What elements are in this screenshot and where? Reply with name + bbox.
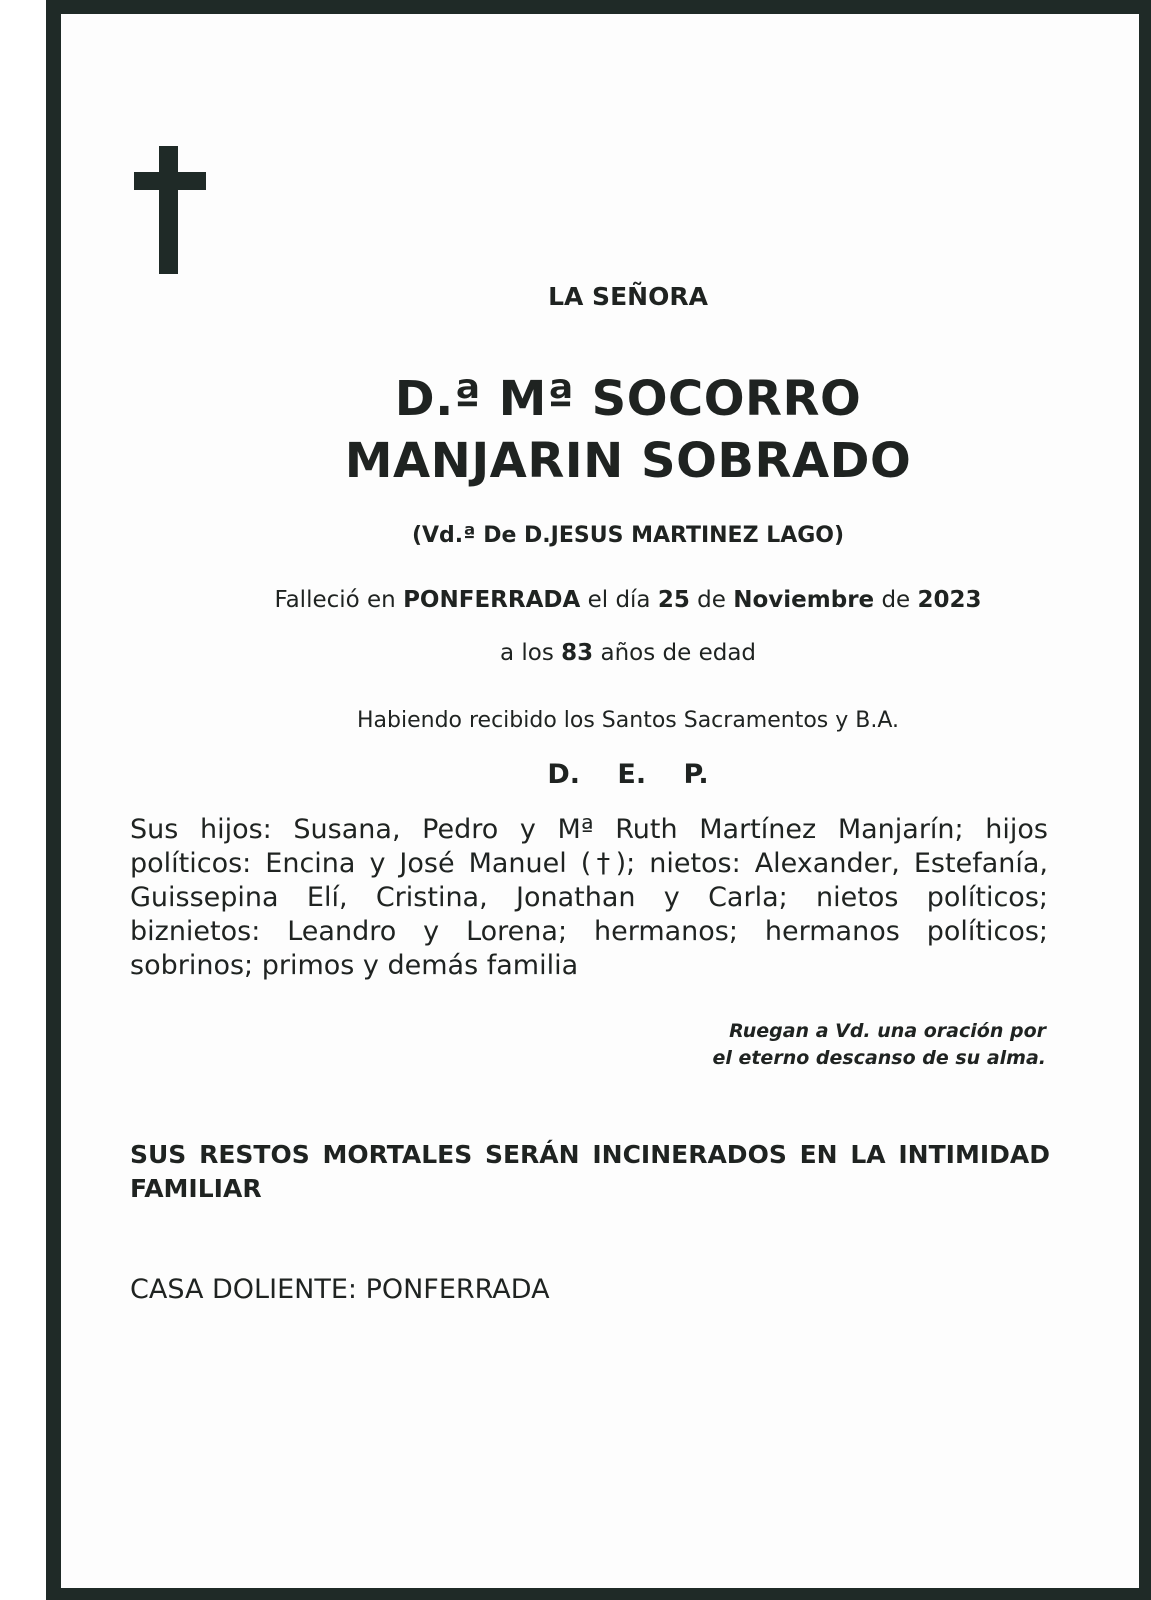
prayer-line2: el eterno descanso de su alma.	[712, 1047, 1046, 1069]
casa-value: PONFERRADA	[365, 1274, 550, 1305]
death-year: 2023	[917, 587, 982, 613]
dep-line: D. E. P.	[547, 759, 709, 790]
death-place: PONFERRADA	[403, 587, 581, 613]
casa-doliente	[130, 1274, 550, 1305]
cross-icon-bar	[134, 172, 206, 190]
casa-label: CASA DOLIENTE:	[130, 1274, 357, 1305]
death-day: 25	[657, 587, 690, 613]
prayer-text	[600, 1018, 1046, 1072]
cross-icon	[159, 146, 178, 274]
age-suffix: años de edad	[600, 640, 757, 666]
deceased-name-line1: D.ª Mª SOCORRO	[394, 371, 862, 427]
age-line	[0, 640, 1151, 666]
deceased-name-line2: MANJARIN SOBRADO	[344, 433, 912, 489]
deceased-name	[0, 368, 1151, 492]
death-mid3: de	[881, 587, 911, 613]
death-mid2: de	[697, 587, 726, 613]
death-line	[0, 587, 1151, 613]
obituary-card	[61, 14, 1139, 1588]
death-prefix: Falleció en	[274, 587, 396, 613]
family-text: Sus hijos: Susana, Pedro y Mª Ruth Martínez Manjarín; hijos políticos: Encina y José Manuel (†); nietos: Alexander, Estefanía, Guissepina Elí, Cristina, Jonathan y Carla; nietos políticos; biznietos: Leandro y Lorena; hermanos; hermanos políticos; sobrinos; primos y demás familia	[130, 814, 1048, 981]
prayer-line1: Ruegan a Vd. una oración por	[729, 1020, 1046, 1042]
widow-of: (Vd.ª De D.JESUS MARTINEZ LAGO)	[411, 523, 845, 548]
age-value: 83	[561, 640, 594, 666]
title-la-senora: LA SEÑORA	[548, 282, 708, 311]
death-mid1: el día	[587, 587, 651, 613]
remains-notice: SUS RESTOS MORTALES SERÁN INCINERADOS EN LA INTIMIDAD FAMILIAR	[130, 1140, 1050, 1203]
age-prefix: a los	[499, 640, 554, 666]
sacraments-line: Habiendo recibido los Santos Sacramentos y B.A.	[356, 708, 900, 733]
death-month: Noviembre	[733, 587, 875, 613]
